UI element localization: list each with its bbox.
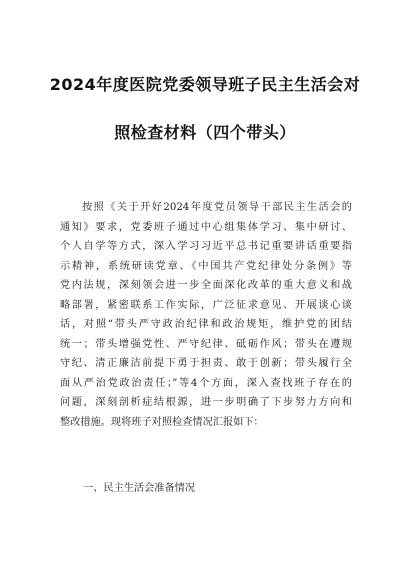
body-line: 守纪、清正廉洁前提下勇于担责、敢于创新；带头履行全 bbox=[60, 358, 352, 369]
section-heading: 一、民主生活会准备情况 bbox=[83, 483, 196, 494]
document-title-line-2: 照检查材料（四个带头） bbox=[114, 123, 296, 142]
body-paragraph bbox=[60, 198, 352, 432]
body-line: 党内法规，深刻领会进一步全面深化改革的重大意义和战 bbox=[60, 280, 352, 291]
document-title-line-1: 2024年度医院党委领导班子民主生活会对 bbox=[49, 75, 361, 94]
body-line: 面从严治党政治责任；”等4个方面，深入查找班子存在的 bbox=[60, 377, 352, 389]
body-line: 示精神，系统研读党章、《中国共产党纪律处分条例》等 bbox=[60, 260, 352, 272]
body-line: 统一；带头增强党性、严守纪律、砥砺作风；带头在遵规 bbox=[60, 338, 352, 350]
body-line: 问题，深刻剖析症结根源，进一步明确了下步努力方向和 bbox=[60, 397, 352, 408]
body-line: 个人自学等方式，深入学习习近平总书记重要讲话重要指 bbox=[60, 241, 352, 252]
body-line: 整改措施。现将班子对照检查情况汇报如下： bbox=[60, 416, 264, 428]
body-line: 通知》要求，党委班子通过中心组集体学习、集中研讨、 bbox=[60, 221, 352, 233]
body-line: 话，对照“带头严守政治纪律和政治规矩，维护党的团结 bbox=[60, 319, 352, 330]
body-line: 按照《关于开好2024年度党员领导干部民主生活会的 bbox=[82, 202, 352, 213]
body-line: 略部署，紧密联系工作实际，广泛征求意见、开展谈心谈 bbox=[60, 299, 352, 311]
